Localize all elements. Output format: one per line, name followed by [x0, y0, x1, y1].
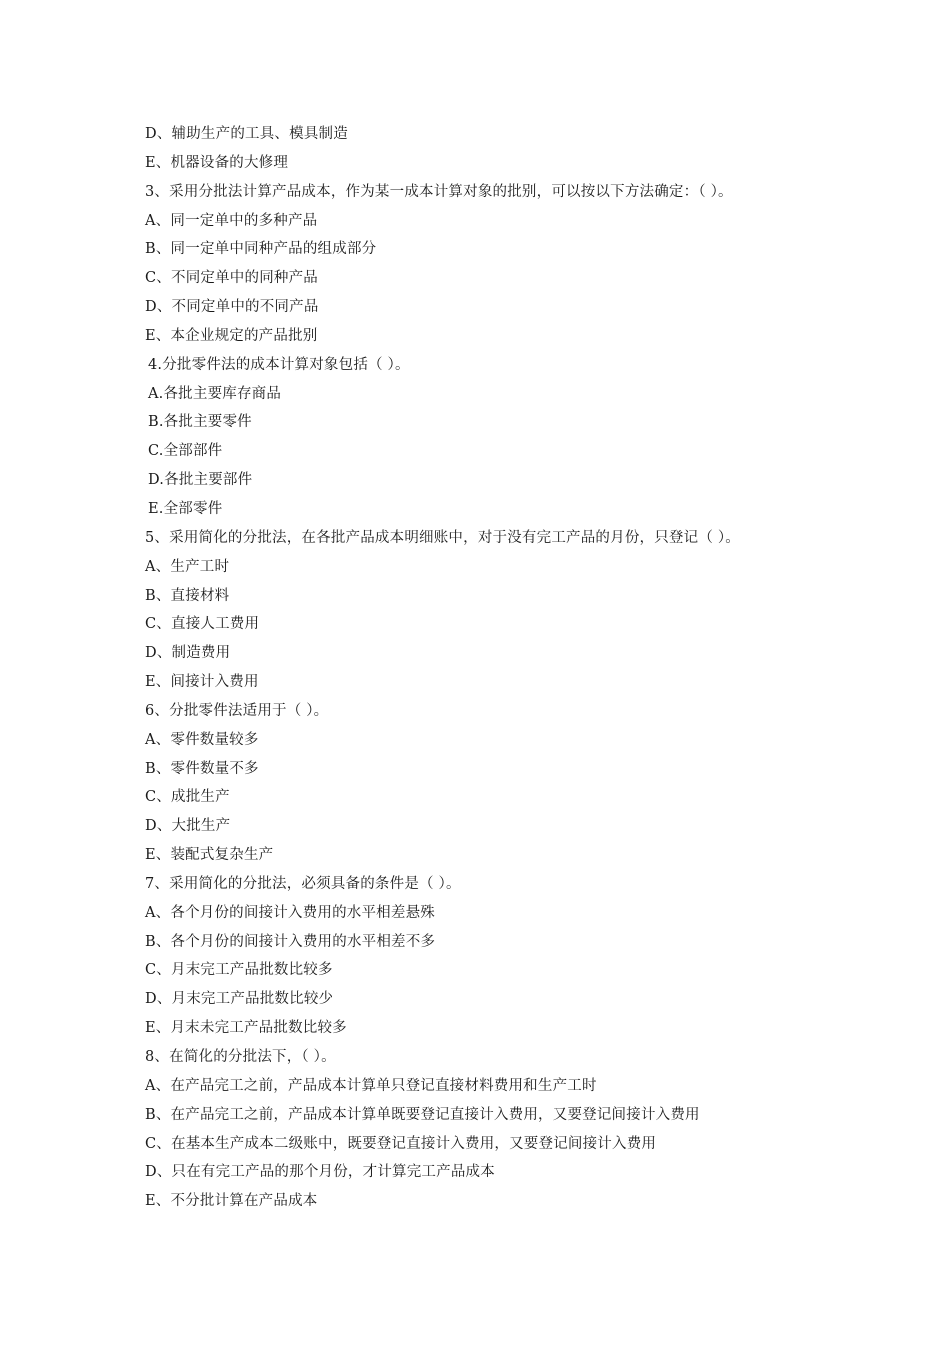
- question-line: 4.分批零件法的成本计算对象包括（ ）。: [148, 356, 410, 373]
- option-line: A、同一定单中的多种产品: [145, 212, 318, 229]
- question-line: 5、采用简化的分批法，在各批产品成本明细账中，对于没有完工产品的月份，只登记（ ）。: [145, 529, 740, 546]
- question-line: 8、在简化的分批法下，（ ）。: [145, 1049, 336, 1065]
- question-line: 6、分批零件法适用于（ ）。: [145, 702, 329, 719]
- option-line: B、同一定单中同种产品的组成部分: [145, 241, 377, 258]
- option-line: B.各批主要零件: [148, 414, 252, 431]
- option-line: E、本企业规定的产品批别: [145, 327, 318, 344]
- option-line: D、辅助生产的工具、模具制造: [145, 126, 348, 142]
- option-line: E.全部零件: [148, 500, 223, 517]
- option-line: B、在产品完工之前，产品成本计算单既要登记直接计入费用，又要登记间接计入费用: [145, 1106, 700, 1123]
- option-line: B、各个月份的间接计入费用的水平相差不多: [145, 933, 436, 950]
- option-line: B、直接材料: [145, 587, 230, 604]
- option-line: A、在产品完工之前，产品成本计算单只登记直接材料费用和生产工时: [145, 1077, 597, 1094]
- option-line: E、装配式复杂生产: [145, 847, 274, 864]
- option-line: E、间接计入费用: [145, 674, 259, 691]
- document-page: [145, 120, 905, 1216]
- option-line: C、成批生产: [145, 789, 230, 806]
- option-line: C、在基本生产成本二级账中，既要登记直接计入费用，又要登记间接计入费用: [145, 1135, 657, 1152]
- option-line: D、只在有完工产品的那个月份，才计算完工产品成本: [145, 1164, 495, 1181]
- option-line: A、各个月份的间接计入费用的水平相差悬殊: [145, 904, 435, 921]
- option-line: E、机器设备的大修理: [145, 154, 289, 171]
- option-line: E、不分批计算在产品成本: [145, 1193, 318, 1210]
- option-line: D.各批主要部件: [148, 472, 253, 489]
- option-line: D、月末完工产品批数比较少: [145, 991, 334, 1008]
- option-line: A.各批主要库存商品: [148, 385, 282, 402]
- option-line: C、月末完工产品批数比较多: [145, 962, 333, 979]
- option-line: B、零件数量不多: [145, 760, 259, 777]
- option-line: A、生产工时: [145, 558, 230, 575]
- option-line: E、月末未完工产品批数比较多: [145, 1020, 347, 1037]
- question-line: 3、采用分批法计算产品成本，作为某一成本计算对象的批别，可以按以下方法确定：（ ）。: [145, 183, 733, 200]
- option-line: C、直接人工费用: [145, 616, 260, 633]
- option-line: D、不同定单中的不同产品: [145, 299, 319, 316]
- option-line: A、零件数量较多: [145, 731, 259, 748]
- option-line: D、大批生产: [145, 818, 231, 835]
- option-line: D、制造费用: [145, 645, 231, 662]
- question-line: 7、采用简化的分批法，必须具备的条件是（ ）。: [145, 875, 461, 892]
- option-line: C、不同定单中的同种产品: [145, 270, 318, 287]
- option-line: C.全部部件: [148, 443, 223, 460]
